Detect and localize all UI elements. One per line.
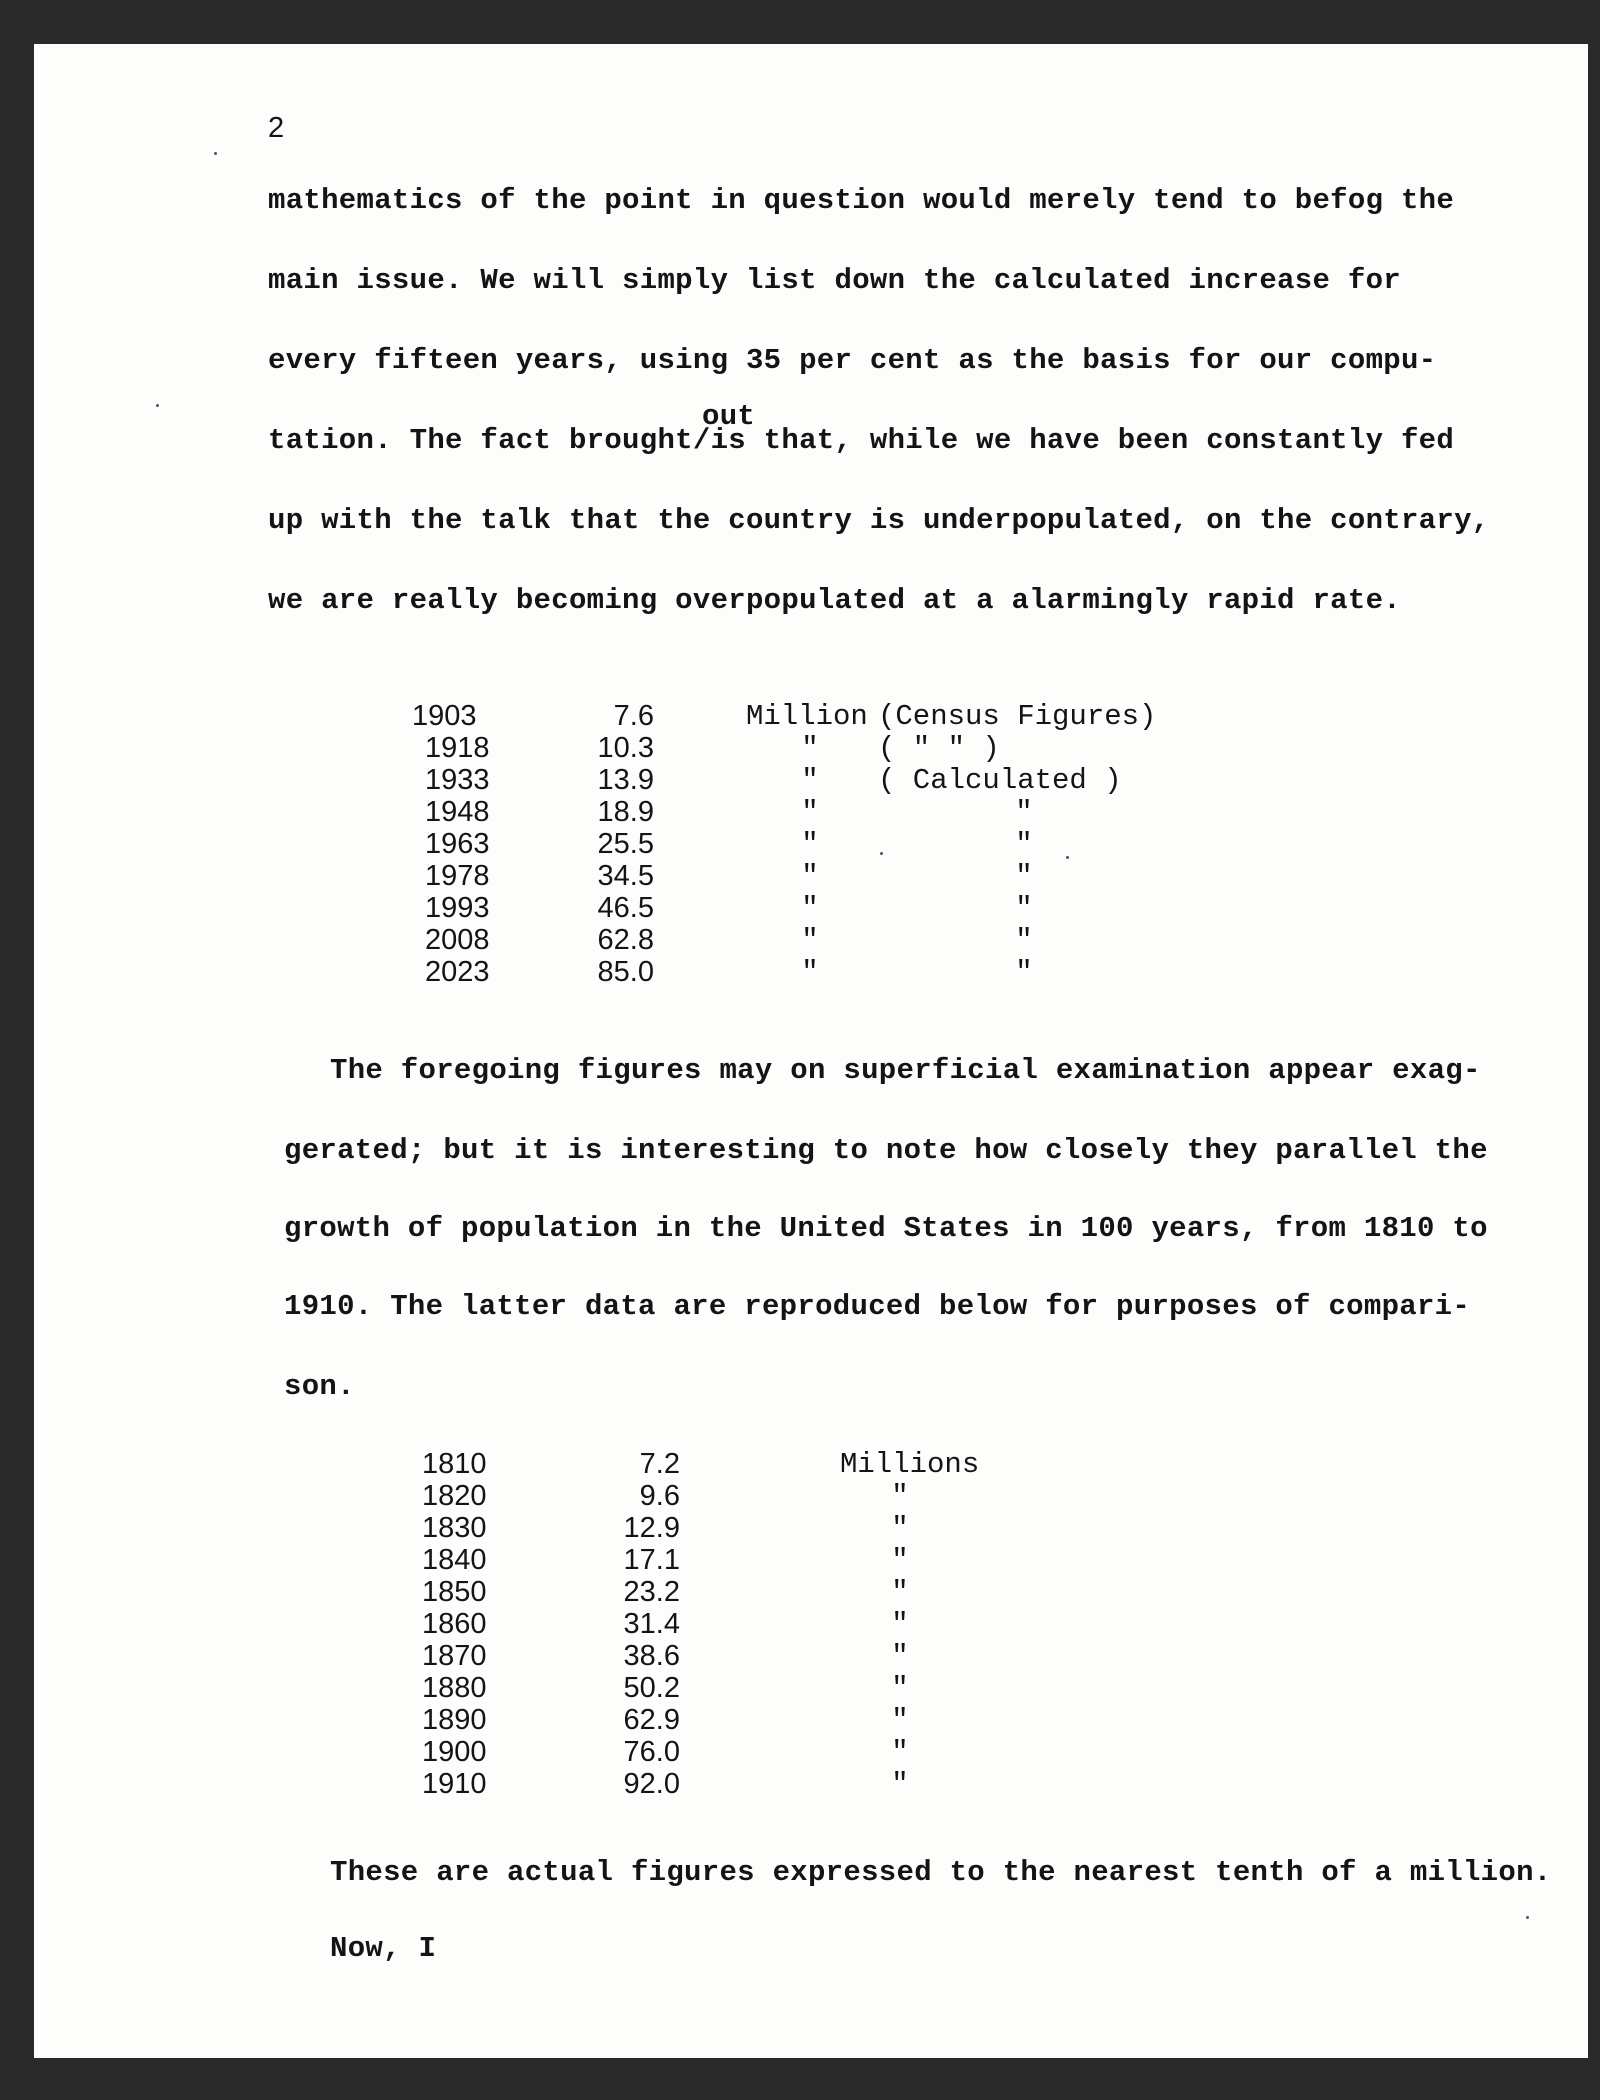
year-cell: 1850 xyxy=(422,1576,487,1608)
year-cell: 1860 xyxy=(422,1608,487,1640)
paragraph-line: mathematics of the point in question would merely tend to befog the xyxy=(268,184,1455,217)
year-cell: 1870 xyxy=(422,1640,487,1672)
value-cell: 46.5 xyxy=(597,892,654,924)
value-cell: 76.0 xyxy=(623,1736,680,1768)
value-cell: 23.2 xyxy=(623,1576,680,1608)
year-cell: 1910 xyxy=(422,1768,487,1800)
note-cell: " xyxy=(1015,828,1033,861)
unit-cell: " xyxy=(801,764,819,797)
year-cell: 1840 xyxy=(422,1544,487,1576)
value-cell: 17.1 xyxy=(623,1544,680,1576)
note-cell: " xyxy=(1015,924,1033,957)
value-cell: 12.9 xyxy=(623,1512,680,1544)
value-cell: 62.8 xyxy=(597,924,654,956)
note-cell: (Census Figures) xyxy=(878,700,1157,733)
year-cell: 1978 xyxy=(425,860,490,892)
paragraph-line: gerated; but it is interesting to note how closely they parallel the xyxy=(284,1134,1488,1167)
value-cell: 34.5 xyxy=(597,860,654,892)
value-cell: 62.9 xyxy=(623,1704,680,1736)
value-cell: 18.9 xyxy=(597,796,654,828)
year-cell: 1830 xyxy=(422,1512,487,1544)
paragraph-line: son. xyxy=(284,1370,355,1403)
unit-cell: " xyxy=(801,956,819,989)
paragraph-line: growth of population in the United States in 100 years, from 1810 to xyxy=(284,1212,1488,1245)
year-cell: 1918 xyxy=(425,732,490,764)
unit-cell: " xyxy=(801,732,819,765)
year-cell: 1890 xyxy=(422,1704,487,1736)
value-cell: 10.3 xyxy=(597,732,654,764)
unit-cell: " xyxy=(891,1704,909,1737)
scan-speck xyxy=(1066,856,1069,859)
scan-speck xyxy=(156,404,159,407)
value-cell: 7.2 xyxy=(639,1448,680,1480)
paragraph-line: The foregoing figures may on superficial examination appear exag- xyxy=(330,1054,1481,1087)
value-cell: 13.9 xyxy=(597,764,654,796)
note-cell: ( Calculated ) xyxy=(878,764,1122,797)
value-cell: 50.2 xyxy=(623,1672,680,1704)
paragraph-line: up with the talk that the country is underpopulated, on the contrary, xyxy=(268,504,1490,537)
paragraph-line: we are really becoming overpopulated at a alarmingly rapid rate. xyxy=(268,584,1401,617)
unit-cell: " xyxy=(891,1608,909,1641)
year-cell: 1933 xyxy=(425,764,490,796)
value-cell: 25.5 xyxy=(597,828,654,860)
scan-speck xyxy=(1526,1916,1529,1919)
year-cell: 1948 xyxy=(425,796,490,828)
unit-cell: " xyxy=(801,828,819,861)
year-cell: 2008 xyxy=(425,924,490,956)
unit-cell: " xyxy=(891,1768,909,1801)
unit-cell: " xyxy=(891,1544,909,1577)
paragraph-line: These are actual figures expressed to the nearest tenth of a million. xyxy=(330,1856,1552,1889)
year-cell: 1810 xyxy=(422,1448,487,1480)
value-cell: 38.6 xyxy=(623,1640,680,1672)
value-cell: 92.0 xyxy=(623,1768,680,1800)
document-page xyxy=(34,44,1588,2058)
unit-cell: Millions xyxy=(840,1448,980,1481)
year-cell: 1820 xyxy=(422,1480,487,1512)
year-cell: 1903 xyxy=(412,700,477,732)
unit-cell: " xyxy=(801,892,819,925)
note-cell: " xyxy=(1015,956,1033,989)
value-cell: 31.4 xyxy=(623,1608,680,1640)
insertion-mark: out xyxy=(702,400,756,433)
unit-cell: " xyxy=(891,1576,909,1609)
paragraph-line: Now, I xyxy=(330,1932,437,1965)
note-cell: ( " " ) xyxy=(878,732,1000,765)
year-cell: 2023 xyxy=(425,956,490,988)
value-cell: 7.6 xyxy=(613,700,654,732)
year-cell: 1900 xyxy=(422,1736,487,1768)
paragraph-line: main issue. We will simply list down the calculated increase for xyxy=(268,264,1401,297)
unit-cell: " xyxy=(891,1480,909,1513)
unit-cell: " xyxy=(891,1736,909,1769)
unit-cell: " xyxy=(891,1672,909,1705)
paragraph-line: tation. The fact brought/is that, while we have been constantly fed xyxy=(268,424,1455,457)
unit-cell: " xyxy=(801,796,819,829)
note-cell: " xyxy=(1015,796,1033,829)
value-cell: 85.0 xyxy=(597,956,654,988)
unit-cell: " xyxy=(891,1512,909,1545)
scan-speck xyxy=(214,152,217,155)
note-cell: " xyxy=(1015,860,1033,893)
note-cell: " xyxy=(1015,892,1033,925)
page-number: 2 xyxy=(268,112,285,144)
unit-cell: Million xyxy=(746,700,868,733)
year-cell: 1880 xyxy=(422,1672,487,1704)
paragraph-line: every fifteen years, using 35 per cent as the basis for our compu- xyxy=(268,344,1437,377)
paragraph-line: 1910. The latter data are reproduced below for purposes of compari- xyxy=(284,1290,1471,1323)
year-cell: 1993 xyxy=(425,892,490,924)
unit-cell: " xyxy=(801,860,819,893)
value-cell: 9.6 xyxy=(639,1480,680,1512)
scan-speck xyxy=(880,852,883,855)
unit-cell: " xyxy=(891,1640,909,1673)
year-cell: 1963 xyxy=(425,828,490,860)
unit-cell: " xyxy=(801,924,819,957)
